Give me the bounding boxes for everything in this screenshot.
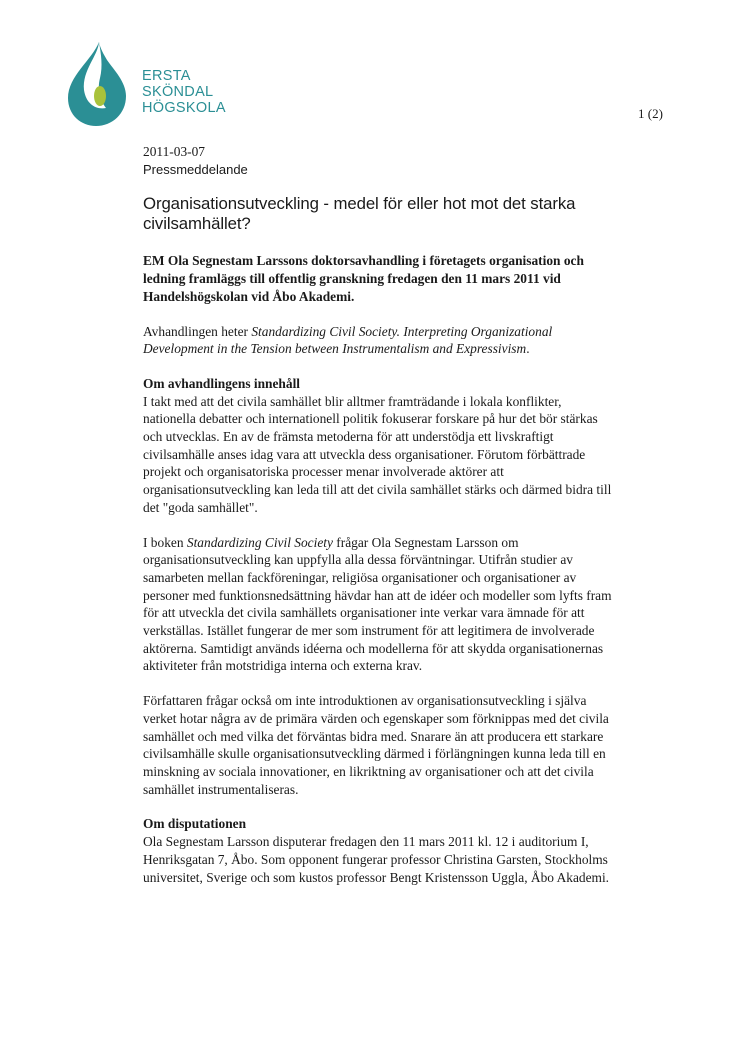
lead-paragraph: EM Ola Segnestam Larssons doktorsavhandling i företagets organisation och ledning framläggs till offentlig granskning fredagen den 11 mars 2011 vid Handelshögskolan vid Åbo Akademi.	[143, 253, 584, 304]
content-paragraph-3: Författaren frågar också om inte introduktionen av organisationsutveckling i själva verket hotar några av de primära värden och egenskaper som förknippas med det civila samhället och med vilka det förväntas bidra med. Snarare än att producera ett starkare civilsamhälle skulle organisationsutveckling därmed i förlängningen kunna leda till en minskning av sociala innovationer, en likriktning av organisationer och att det civila samhället instrumentaliseras.	[143, 693, 609, 797]
press-release-body	[143, 143, 613, 886]
content-paragraph-1: I takt med att det civila samhället blir alltmer framträdande i lokala konflikter, nationella debatter och internationell politik fokuserar forskare på hur det bör stärkas och utvecklas. En av de främsta metoderna för att understödja ett livskraftigt civilsamhälle anses idag vara att utveckla dess organisationer. Förutom förbättrade projekt och organisatoriska processer menar involverade aktörer att organisationsutveckling kan leda till att det civila samhället stärks och därmed bidra till det "goda samhället".	[143, 393, 612, 515]
ersta-skondal-logo	[62, 40, 242, 130]
logo-line-2: SKÖNDAL	[142, 84, 214, 100]
logo-line-1: ERSTA	[142, 68, 191, 84]
logo-wordmark	[142, 68, 226, 116]
section-heading-content: Om avhandlingens innehåll	[143, 375, 301, 391]
release-date: 2011-03-07	[143, 144, 205, 159]
intro-paragraph	[143, 323, 613, 358]
p2-text-after: frågar Ola Segnestam Larsson om organisationsutveckling kan uppfylla alla dessa förväntningar. Utifrån studier av samarbeten mellan fackföreningar, religiösa organisationer och organisationer av personer med funktionsnedsättning hävdar han att de idéer och modeller som lyfts fram för att utveckla det civila samhällets organisationer inte verkar vara ämnade för att verkställas. Istället fungerar de mer som instrument för att legitimera de involverade aktörerna. Samtidigt används idéerna och modellerna för att skydda organisationernas aktiviteter från motstridiga interna och externa krav.	[143, 534, 612, 674]
disputation-paragraph: Ola Segnestam Larsson disputerar fredagen den 11 mars 2011 kl. 12 i auditorium I, Henriksgatan 7, Åbo. Som opponent fungerar professor Christina Garsten, Stockholms universitet, Sverige och som kustos professor Bengt Kristensson Uggla, Åbo Akademi.	[143, 834, 610, 885]
document-type: Pressmeddelande	[143, 161, 248, 177]
drop-leaf-icon	[62, 40, 137, 130]
intro-text-after: .	[526, 341, 530, 357]
logo-line-3: HÖGSKOLA	[142, 100, 226, 116]
section-heading-disputation: Om disputationen	[143, 816, 247, 832]
p2-text-before: I boken	[143, 534, 187, 550]
thesis-title: Standardizing Civil Society. Interpreting Organizational Development in the Tension between Instrumentalism and Expressivism	[143, 323, 553, 357]
headline: Organisationsutveckling - medel för eller hot mot det starka civilsamhället?	[143, 194, 576, 234]
book-title: Standardizing Civil Society	[186, 534, 333, 550]
page-number: 1 (2)	[638, 106, 663, 121]
intro-text-before: Avhandlingen heter	[143, 323, 252, 339]
content-paragraph-2	[143, 534, 613, 676]
